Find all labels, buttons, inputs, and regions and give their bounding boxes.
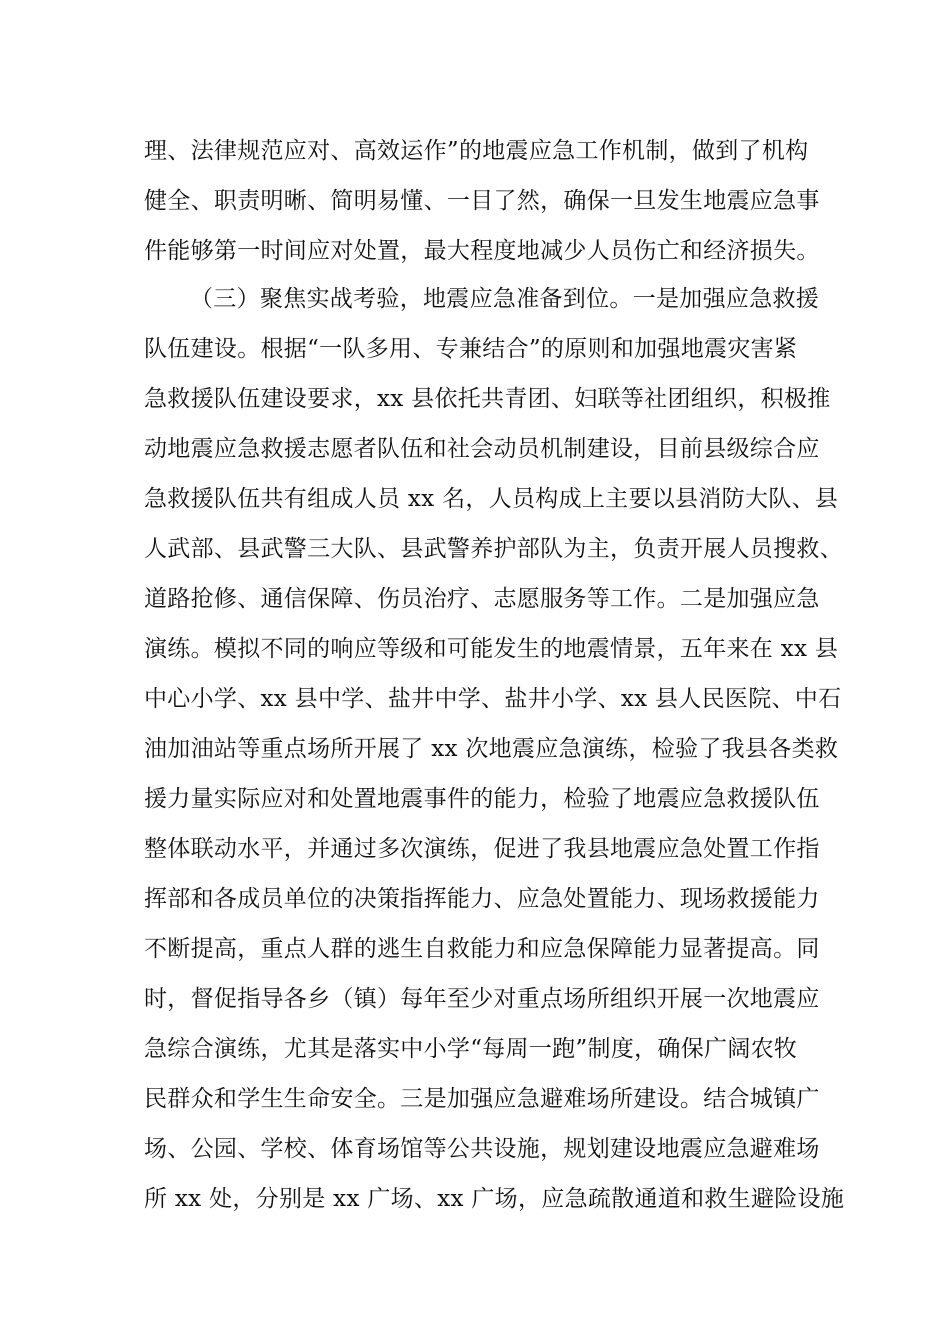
text-line: 场、公园、学校、体育场馆等公共设施，规划建设地震应急避难场	[144, 1136, 820, 1162]
text-line: 急救援队伍建设要求，xx 县依托共青团、妇联等社团组织，积极推	[144, 386, 831, 412]
text-line: 民群众和学生生命安全。三是加强应急避难场所建设。结合城镇广	[144, 1086, 820, 1112]
text-line: 件能够第一时间应对处置，最大程度地减少人员伤亡和经济损失。	[144, 238, 820, 264]
text-line: 急综合演练，尤其是落实中小学“每周一跑”制度，确保广阔农牧	[144, 1036, 798, 1062]
text-line: 中心小学、xx 县中学、盐井中学、盐井小学、xx 县人民医院、中石	[144, 686, 842, 712]
text-line: 急救援队伍共有组成人员 xx 名，人员构成上主要以县消防大队、县	[144, 486, 839, 512]
text-line: 道路抢修、通信保障、伤员治疗、志愿服务等工作。二是加强应急	[144, 586, 820, 612]
text-line: 不断提高，重点人群的逃生自救能力和应急保障能力显著提高。同	[144, 936, 820, 962]
text-line: 时，督促指导各乡（镇）每年至少对重点场所组织开展一次地震应	[144, 986, 820, 1012]
text-line: 油加油站等重点场所开展了 xx 次地震应急演练，检验了我县各类救	[144, 736, 839, 762]
paragraph-start-line: （三）聚焦实战考验，地震应急准备到位。一是加强应急救援	[190, 286, 820, 312]
text-line: 理、法律规范应对、高效运作”的地震应急工作机制，做到了机构	[144, 138, 809, 164]
text-line: 动地震应急救援志愿者队伍和社会动员机制建设，目前县级综合应	[144, 436, 820, 462]
text-line: 人武部、县武警三大队、县武警养护部队为主，负责开展人员搜救、	[144, 536, 843, 562]
text-line: 所 xx 处，分别是 xx 广场、xx 广场，应急疏散通道和救生避险设施	[144, 1186, 845, 1212]
text-line: 整体联动水平，并通过多次演练，促进了我县地震应急处置工作指	[144, 836, 820, 862]
text-line: 挥部和各成员单位的决策指挥能力、应急处置能力、现场救援能力	[144, 886, 820, 912]
text-line: 援力量实际应对和处置地震事件的能力，检验了地震应急救援队伍	[144, 786, 820, 812]
text-line: 演练。模拟不同的响应等级和可能发生的地震情景，五年来在 xx 县	[144, 636, 839, 662]
text-line: 队伍建设。根据“一队多用、专兼结合”的原则和加强地震灾害紧	[144, 336, 798, 362]
text-line: 健全、职责明晰、简明易懂、一目了然，确保一旦发生地震应急事	[144, 188, 820, 214]
